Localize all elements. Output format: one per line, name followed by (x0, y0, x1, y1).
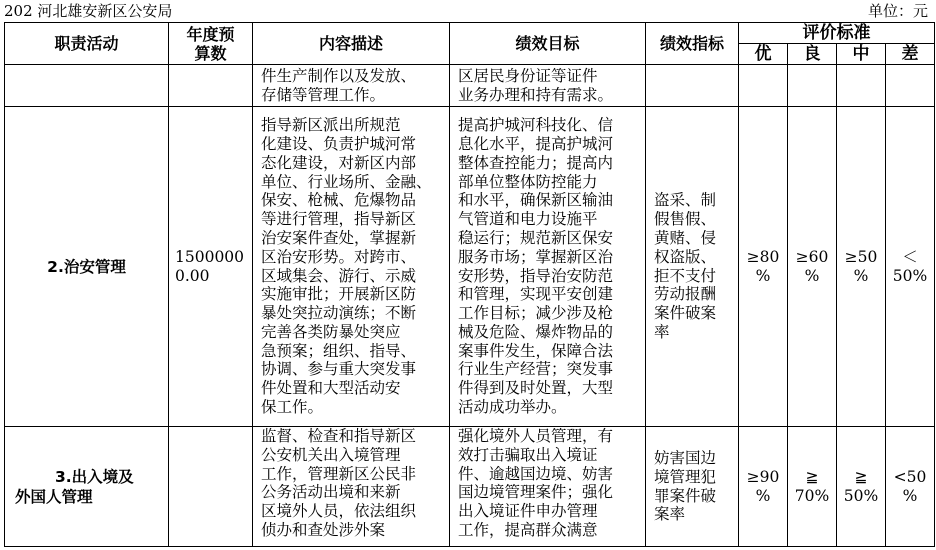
grade-excellent: ≥90 % (739, 427, 788, 547)
grade-poor: ＜ 50% (886, 107, 935, 427)
unit-label: 单位：元 (867, 2, 928, 20)
goal-cell: 强化境外人员管理，有 效打击骗取出入境证 件、逾越国边境、妨害 国边境管理案件；强化 出入境证件申办管理 工作，提高群众满意 (450, 427, 646, 547)
header-grade-good: 良 (788, 44, 837, 65)
goal-cell: 区居民身份证等证件 业务办理和持有需求。 (450, 65, 646, 107)
content-cell: 监督、检查和指导新区 公安机关出入境管理 工作，管理新区公民非 公务活动出境和来新 区境外人员，依法组织 侦办和查处涉外案 (253, 427, 450, 547)
content-cell: 指导新区派出所规范 化建设、负责护城河常 态化建设，对新区内部 单位、行业场所、金融、 保安、枪械、危爆物品 等进行管理，指导新区 治安案件查处，掌握新 区治安形势。对跨市、 区域集会、游行、示威 实施审批；开展新区防 暴处突拉动演练；不断 完善各类防暴处突应 急预案；组织、指导、 协调、参与重大突发事 件处置和大型活动安 保工作。 (253, 107, 450, 427)
budget-cell: 1500000 0.00 (169, 107, 253, 427)
content-cell: 件生产制作以及发放、 存储等管理工作。 (253, 65, 450, 107)
header-content: 内容描述 (253, 23, 450, 65)
performance-table (4, 22, 935, 547)
header-activity: 职责活动 (5, 23, 169, 65)
grade-poor: <50 % (886, 427, 935, 547)
budget-cell (169, 427, 253, 547)
indicator-cell: 妨害国边 境管理犯 罪案件破 案率 (646, 427, 739, 547)
header-budget: 年度预 算数 (169, 23, 253, 65)
indicator-cell (646, 65, 739, 107)
activity-cell: 2.治安管理 (5, 107, 169, 427)
grade-cell (739, 65, 788, 107)
activity-cell: 3.出入境及 外国人管理 (5, 427, 169, 547)
org-title: 202 河北雄安新区公安局 (4, 2, 173, 20)
grade-good: ≧ 70% (788, 427, 837, 547)
indicator-cell: 盗采、制 假售假、 黄赌、侵 权盗版、 拒不支付 劳动报酬 案件破案 率 (646, 107, 739, 427)
goal-cell: 提高护城河科技化、信 息化水平，提高护城河 整体查控能力；提高内 部单位整体防控能力 和水平，确保新区输油 气管道和电力设施平 稳运行；规范新区保安 服务市场；掌握新区治 安形势，指导治安防范 和管理，实现平安创建 工作目标；减少涉及枪 械及危险、爆炸物品的 案事件发生，保障合法 行业生产经营；突发事 件得到及时处置，大型 活动成功举办。 (450, 107, 646, 427)
page-caption (4, 0, 928, 22)
activity-cell (5, 65, 169, 107)
header-indicator: 绩效指标 (646, 23, 739, 65)
table-row (5, 107, 935, 427)
header-grade-poor: 差 (886, 44, 935, 65)
header-grade-excellent: 优 (739, 44, 788, 65)
header-grade-medium: 中 (837, 44, 886, 65)
grade-cell (886, 65, 935, 107)
grade-medium: ≥50 % (837, 107, 886, 427)
budget-cell (169, 65, 253, 107)
header-goal: 绩效目标 (450, 23, 646, 65)
grade-cell (837, 65, 886, 107)
grade-cell (788, 65, 837, 107)
table-row (5, 427, 935, 547)
grade-excellent: ≥80 % (739, 107, 788, 427)
grade-good: ≥60 % (788, 107, 837, 427)
header-eval: 评价标准 (739, 23, 935, 44)
table-row (5, 65, 935, 107)
grade-medium: ≧ 50% (837, 427, 886, 547)
